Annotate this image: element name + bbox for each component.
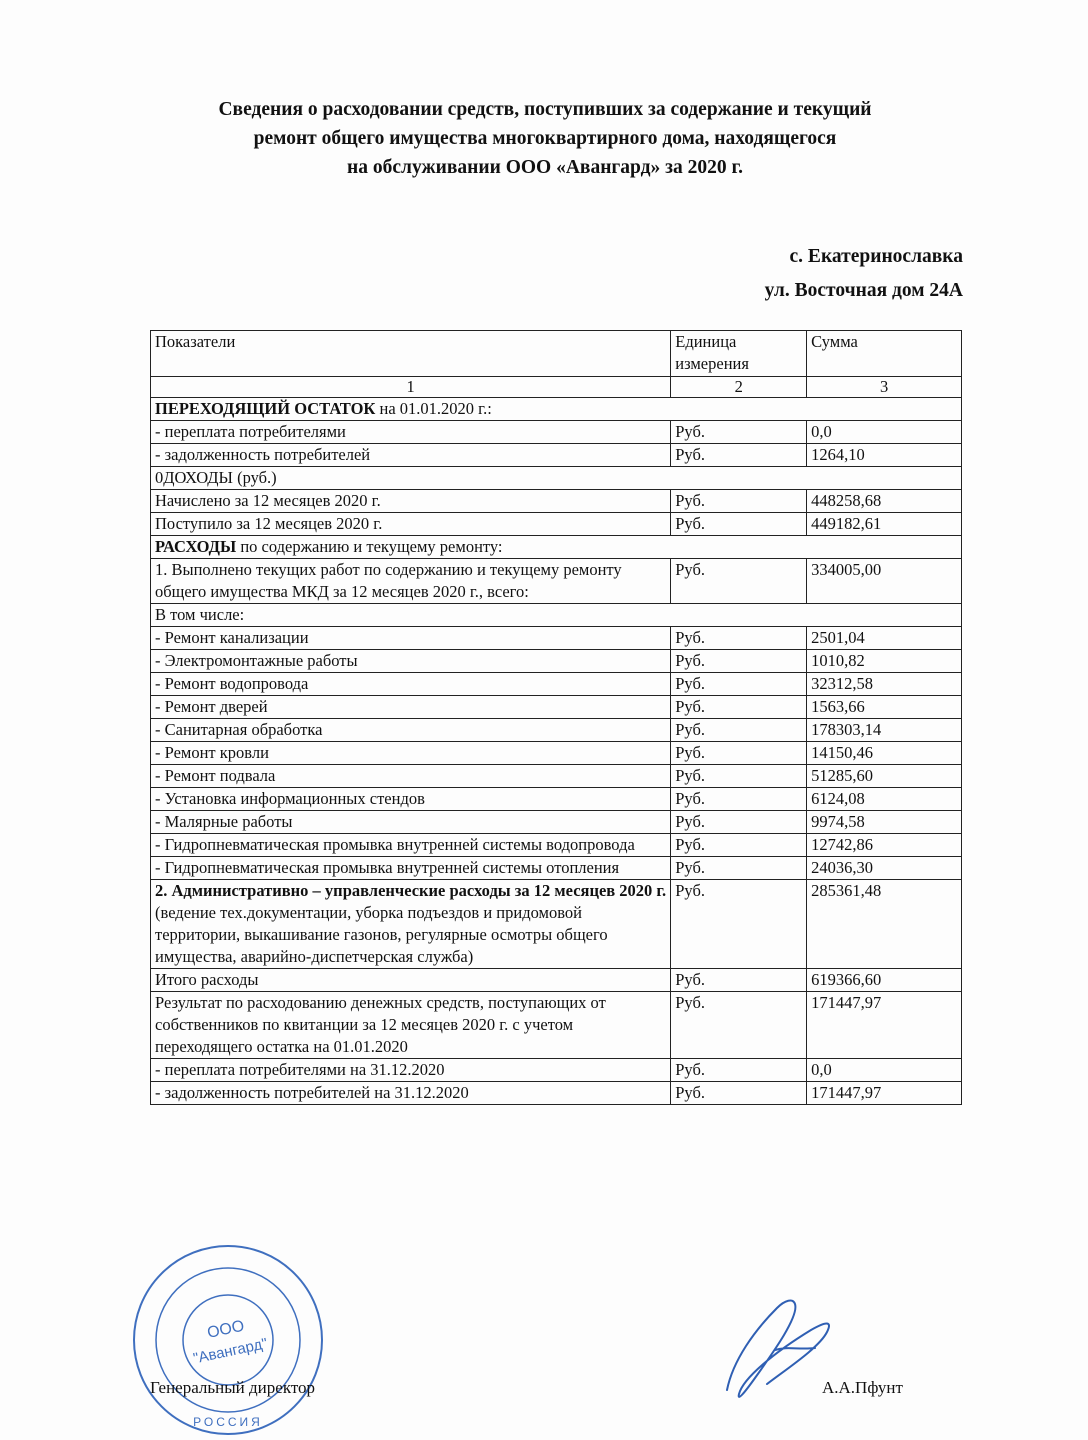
row-unit: Руб. (671, 627, 807, 650)
column-number-row (151, 377, 962, 398)
header-unit: Единица измерения (671, 331, 807, 377)
table-row (151, 811, 962, 834)
row-unit: Руб. (671, 559, 807, 604)
table-row (151, 444, 962, 467)
total-expenses-row (151, 969, 962, 992)
row-unit: Руб. (671, 765, 807, 788)
table-header-row (151, 331, 962, 377)
address-village: с. Екатеринославка (789, 246, 963, 267)
row-label: - Ремонт подвала (151, 765, 671, 788)
row-sum: 178303,14 (807, 719, 962, 742)
row-sum: 448258,68 (807, 490, 962, 513)
table-row (151, 742, 962, 765)
row-sum: 0,0 (807, 421, 962, 444)
result-row (151, 992, 962, 1059)
section-row-income (151, 467, 962, 490)
section-heading-bold: РАСХОДЫ (155, 537, 237, 556)
row-unit: Руб. (671, 969, 807, 992)
signature-stroke (727, 1301, 829, 1397)
stamp-outer-ring (134, 1246, 322, 1434)
row-label (151, 880, 671, 969)
row-label: - задолженность потребителей (151, 444, 671, 467)
row-unit: Руб. (671, 444, 807, 467)
table-row (151, 788, 962, 811)
row-sum: 285361,48 (807, 880, 962, 969)
table-row (151, 696, 962, 719)
column-number: 2 (671, 377, 807, 398)
row-unit: Руб. (671, 696, 807, 719)
row-sum: 171447,97 (807, 992, 962, 1059)
table-row (151, 650, 962, 673)
column-number: 3 (807, 377, 962, 398)
row-sum: 1010,82 (807, 650, 962, 673)
row-label: - переплата потребителями (151, 421, 671, 444)
row-label-rest: (ведение тех.документации, уборка подъездов и придомовой территории, выкашивание газонов, регулярные осмотры общего имущества, аварийно-диспетчерская служба) (155, 903, 608, 966)
section-heading: 0ДОХОДЫ (руб.) (151, 467, 962, 490)
section-heading-rest: по содержанию и текущему ремонту: (236, 537, 503, 556)
table-row (151, 627, 962, 650)
row-label: - Ремонт кровли (151, 742, 671, 765)
header-indicator: Показатели (151, 331, 671, 377)
table-row (151, 421, 962, 444)
row-sum: 14150,46 (807, 742, 962, 765)
row-unit: Руб. (671, 1082, 807, 1105)
table-row (151, 673, 962, 696)
row-sum: 32312,58 (807, 673, 962, 696)
row-label: - переплата потребителями на 31.12.2020 (151, 1059, 671, 1082)
stamp-text-bottom: "Авангард" (191, 1335, 269, 1368)
row-unit: Руб. (671, 742, 807, 765)
table-row (151, 513, 962, 536)
title-line: Сведения о расходовании средств, поступивших за содержание и текущий (218, 99, 872, 120)
end-balance-rows (151, 1059, 962, 1105)
section-row-expenses (151, 536, 962, 559)
row-sum: 171447,97 (807, 1082, 962, 1105)
carryover-rows (151, 421, 962, 467)
director-name: А.А.Пфунт (822, 1378, 903, 1397)
title-line: ремонт общего имущества многоквартирного дома, находящегося (253, 128, 837, 149)
row-unit: Руб. (671, 880, 807, 969)
row-unit: Руб. (671, 788, 807, 811)
company-stamp (128, 1240, 328, 1440)
row-sum: 449182,61 (807, 513, 962, 536)
row-label: - Санитарная обработка (151, 719, 671, 742)
works-rows (151, 627, 962, 880)
row-unit: Руб. (671, 490, 807, 513)
row-unit: Руб. (671, 719, 807, 742)
row-sum: 6124,08 (807, 788, 962, 811)
section-heading-bold: ПЕРЕХОДЯЩИЙ ОСТАТОК (155, 399, 376, 418)
row-label: - Малярные работы (151, 811, 671, 834)
row-sum: 619366,60 (807, 969, 962, 992)
stamp-text-top: ООО (205, 1317, 246, 1342)
section-heading-rest: на 01.01.2020 г.: (375, 399, 492, 418)
section-heading (151, 536, 962, 559)
section-row-carryover (151, 398, 962, 421)
address-street: ул. Восточная дом 24А (764, 280, 963, 301)
table-row (151, 490, 962, 513)
row-sum: 334005,00 (807, 559, 962, 604)
row-unit: Руб. (671, 673, 807, 696)
row-unit: Руб. (671, 992, 807, 1059)
row-label: - Гидропневматическая промывка внутренней системы отопления (151, 857, 671, 880)
row-unit: Руб. (671, 513, 807, 536)
row-label-bold: 2. Административно – управленческие расходы за 12 месяцев 2020 г. (155, 881, 667, 900)
table-row (151, 857, 962, 880)
row-sum: 24036,30 (807, 857, 962, 880)
column-number: 1 (151, 377, 671, 398)
section-heading (151, 398, 962, 421)
table-row (151, 765, 962, 788)
table-row (151, 1082, 962, 1105)
row-sum: 51285,60 (807, 765, 962, 788)
row-unit: Руб. (671, 421, 807, 444)
table-row (151, 834, 962, 857)
table-row (151, 719, 962, 742)
address-block (765, 240, 963, 308)
works-total-row (151, 559, 962, 604)
document-title (100, 95, 990, 182)
row-unit: Руб. (671, 811, 807, 834)
row-sum: 9974,58 (807, 811, 962, 834)
row-label: - Ремонт дверей (151, 696, 671, 719)
row-unit: Руб. (671, 857, 807, 880)
row-unit: Руб. (671, 834, 807, 857)
including-label: В том числе: (151, 604, 962, 627)
row-label: Результат по расходованию денежных средств, поступающих от собственников по квитанции за 12 месяцев 2020 г. с учетом переходящего остатка на 01.01.2020 (151, 992, 671, 1059)
row-label: Начислено за 12 месяцев 2020 г. (151, 490, 671, 513)
row-sum: 2501,04 (807, 627, 962, 650)
row-sum: 0,0 (807, 1059, 962, 1082)
admin-expenses-row (151, 880, 962, 969)
row-label: - Установка информационных стендов (151, 788, 671, 811)
row-unit: Руб. (671, 1059, 807, 1082)
table-row (151, 1059, 962, 1082)
row-sum: 12742,86 (807, 834, 962, 857)
stamp-country: РОССИЯ (193, 1415, 263, 1429)
row-sum: 1264,10 (807, 444, 962, 467)
row-label: Итого расходы (151, 969, 671, 992)
including-row (151, 604, 962, 627)
header-sum: Сумма (807, 331, 962, 377)
expense-report-table (150, 330, 962, 1105)
row-label: 1. Выполнено текущих работ по содержанию и текущему ремонту общего имущества МКД за 12 месяцев 2020 г., всего: (151, 559, 671, 604)
row-label: - Ремонт канализации (151, 627, 671, 650)
row-label: - задолженность потребителей на 31.12.2020 (151, 1082, 671, 1105)
row-unit: Руб. (671, 650, 807, 673)
director-title: Генеральный директор (150, 1378, 316, 1397)
row-label: Поступило за 12 месяцев 2020 г. (151, 513, 671, 536)
row-label: - Электромонтажные работы (151, 650, 671, 673)
title-line: на обслуживании ООО «Авангард» за 2020 г. (347, 157, 743, 178)
row-label: - Ремонт водопровода (151, 673, 671, 696)
income-rows (151, 490, 962, 536)
row-sum: 1563,66 (807, 696, 962, 719)
row-label: - Гидропневматическая промывка внутренней системы водопровода (151, 834, 671, 857)
